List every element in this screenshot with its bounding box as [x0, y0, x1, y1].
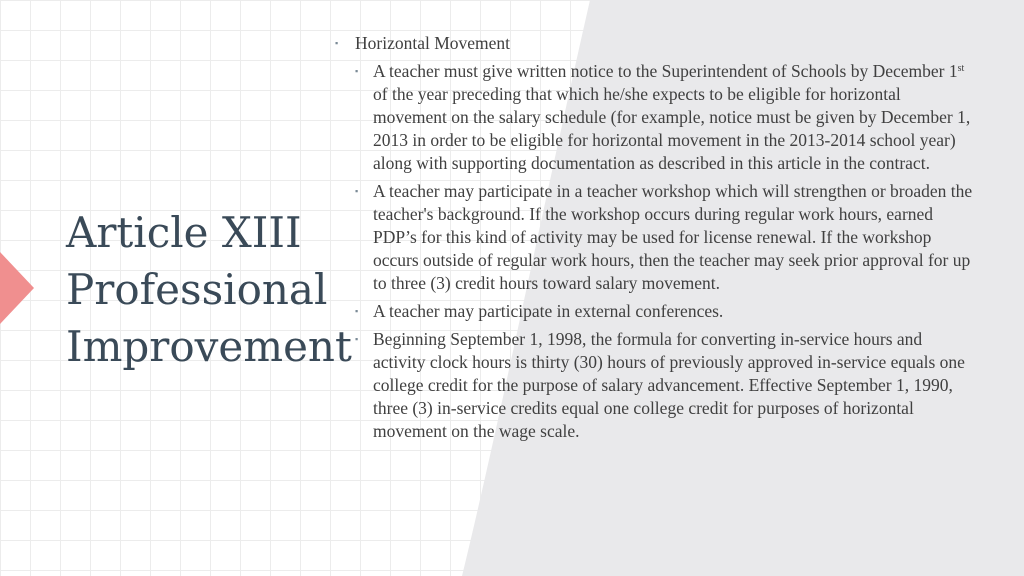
content-area: [335, 32, 975, 448]
heading-text: Horizontal Movement: [355, 33, 511, 53]
item-text: Beginning September 1, 1998, the formula for converting in-service hours and activity clock hours is thirty (30) hours of previously approved in-service equals one college credit for the purpose of salary advancement. Effective September 1, 1990, three (3) in-service credits equal one college credit for purposes of horizontal movement on the wage scale.: [373, 329, 965, 441]
square-bullet-icon: ▪: [355, 334, 359, 344]
accent-triangle-shape: [0, 252, 34, 324]
accent-triangle: [0, 0, 40, 576]
sub-bullet-item: [355, 180, 975, 295]
sub-bullet-item: [355, 328, 975, 443]
bullet-heading: [335, 32, 975, 55]
title-line-2: Professional: [66, 265, 328, 314]
ordinal-suffix: st: [957, 63, 965, 74]
square-bullet-icon: ▪: [355, 186, 359, 196]
item-text: A teacher may participate in external conferences.: [373, 301, 724, 321]
square-bullet-icon: ▪: [335, 38, 339, 48]
title-line-1: Article XIII: [66, 208, 302, 257]
square-bullet-icon: ▪: [355, 66, 359, 76]
sub-bullet-item: [355, 300, 975, 323]
square-bullet-icon: ▪: [355, 306, 359, 316]
slide-title: [66, 204, 366, 375]
item-text-part: of the year preceding that which he/she expects to be eligible for horizontal movement on the salary schedule (for example, notice must be given by December 1, 2013 in order to be eligible for horizontal movement in the 2013-2014 school year) along with supporting documentation as described in this article in the contract.: [373, 84, 971, 173]
sub-bullet-list: [335, 60, 975, 443]
title-line-3: Improvement: [66, 322, 352, 371]
sub-bullet-item: [355, 60, 975, 175]
item-text-part: A teacher must give written notice to the Superintendent of Schools by December 1: [373, 61, 958, 81]
item-text: A teacher may participate in a teacher workshop which will strengthen or broaden the teacher's background. If the workshop occurs during regular work hours, earned PDP’s for this kind of activity may be used for license renewal. If the workshop occurs outside of regular work hours, then the teacher may seek prior approval for up to three (3) credit hours toward salary movement.: [373, 181, 973, 293]
